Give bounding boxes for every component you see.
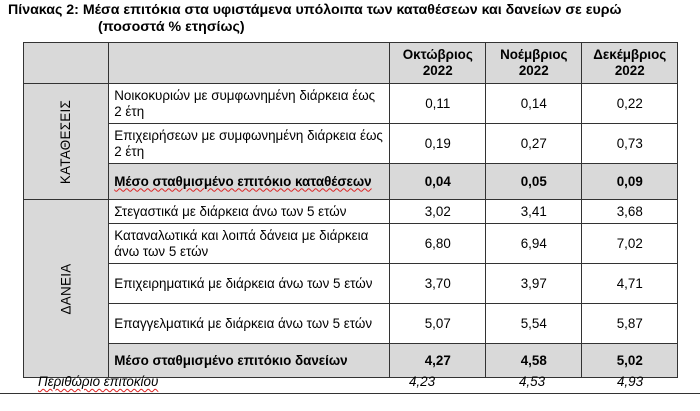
row-label: Νοικοκυριών με συμφωνημένη διάρκεια έως 2 έτη xyxy=(109,84,390,124)
cell-value: 0,09 xyxy=(582,164,678,200)
cell-value: 0,27 xyxy=(486,124,582,164)
cell-value: 4,27 xyxy=(390,344,486,378)
cell-value: 6,80 xyxy=(390,224,486,264)
cell-value: 0,04 xyxy=(390,164,486,200)
row-label: Επιχειρηματικά με διάρκεια άνω των 5 ετών xyxy=(109,264,390,304)
avg-label-cell xyxy=(109,164,390,200)
table-row xyxy=(24,264,678,304)
row-label: Επιχειρήσεων με συμφωνημένη διάρκεια έως 2 έτη xyxy=(109,124,390,164)
cell-value: 7,02 xyxy=(582,224,678,264)
col-header-december xyxy=(582,43,678,84)
row-label: Στεγαστικά με διάρκεια άνω των 5 ετών xyxy=(109,200,390,224)
cell-value: 0,11 xyxy=(390,84,486,124)
cell-value: 3,68 xyxy=(582,200,678,224)
table-row xyxy=(24,200,678,224)
cell-value: 0,19 xyxy=(390,124,486,164)
margin-value: 4,93 xyxy=(616,374,644,389)
margin-label: Περιθώριο επιτοκίου xyxy=(38,374,159,389)
cell-value: 0,05 xyxy=(486,164,582,200)
header-row xyxy=(24,43,678,84)
cell-value: 3,97 xyxy=(486,264,582,304)
cell-value: 3,41 xyxy=(486,200,582,224)
average-row-deposits xyxy=(24,164,678,200)
interest-rates-table xyxy=(23,42,678,378)
col-header-october xyxy=(390,43,486,84)
cell-value: 4,58 xyxy=(486,344,582,378)
cell-value: 4,71 xyxy=(582,264,678,304)
margin-value: 4,53 xyxy=(518,374,546,389)
title-line-1: Πίνακας 2: Μέσα επιτόκια στα υφιστάμενα υπόλοιπα των καταθέσεων και δανείων σε ευρώ xyxy=(8,2,622,18)
cell-value: 0,22 xyxy=(582,84,678,124)
cell-value: 5,87 xyxy=(582,304,678,344)
col-month: Νοέμβριος xyxy=(500,47,568,62)
cell-value: 0,73 xyxy=(582,124,678,164)
row-label: Επαγγελματικά με διάρκεια άνω των 5 ετών xyxy=(109,304,390,344)
col-year: 2022 xyxy=(614,63,645,78)
margin-row xyxy=(0,371,700,393)
row-label: Καταναλωτικά και λοιπά δάνεια με διάρκεια άνω των 5 ετών xyxy=(109,224,390,264)
col-month: Δεκέμβριος xyxy=(593,47,667,62)
col-month: Οκτώβριος xyxy=(402,47,473,62)
col-header-november xyxy=(486,43,582,84)
cell-value: 6,94 xyxy=(486,224,582,264)
cell-value: 5,02 xyxy=(582,344,678,378)
col-year: 2022 xyxy=(422,63,453,78)
group-loans xyxy=(24,200,109,378)
group-deposits xyxy=(24,84,109,200)
cell-value: 0,14 xyxy=(486,84,582,124)
row-label: Μέσο σταθμισμένο επιτόκιο δανείων xyxy=(109,344,390,378)
table-row xyxy=(24,124,678,164)
bottom-rule xyxy=(0,393,700,394)
header-label-cell xyxy=(109,43,390,84)
row-label: Μέσο σταθμισμένο επιτόκιο καταθέσεων xyxy=(114,173,372,189)
margin-value: 4,23 xyxy=(408,374,436,389)
col-year: 2022 xyxy=(518,63,549,78)
group-label-deposits: ΚΑΤΑΘΕΣΕΙΣ xyxy=(58,99,74,184)
table-row xyxy=(24,224,678,264)
table-row xyxy=(24,84,678,124)
cell-value: 3,70 xyxy=(390,264,486,304)
table-row xyxy=(24,304,678,344)
group-label-loans: ΔΑΝΕΙΑ xyxy=(58,263,74,314)
cell-value: 5,07 xyxy=(390,304,486,344)
header-corner xyxy=(24,43,109,84)
cell-value: 3,02 xyxy=(390,200,486,224)
title-line-2: (ποσοστά % ετησίως) xyxy=(98,19,245,35)
table-title xyxy=(8,2,698,36)
cell-value: 5,54 xyxy=(486,304,582,344)
